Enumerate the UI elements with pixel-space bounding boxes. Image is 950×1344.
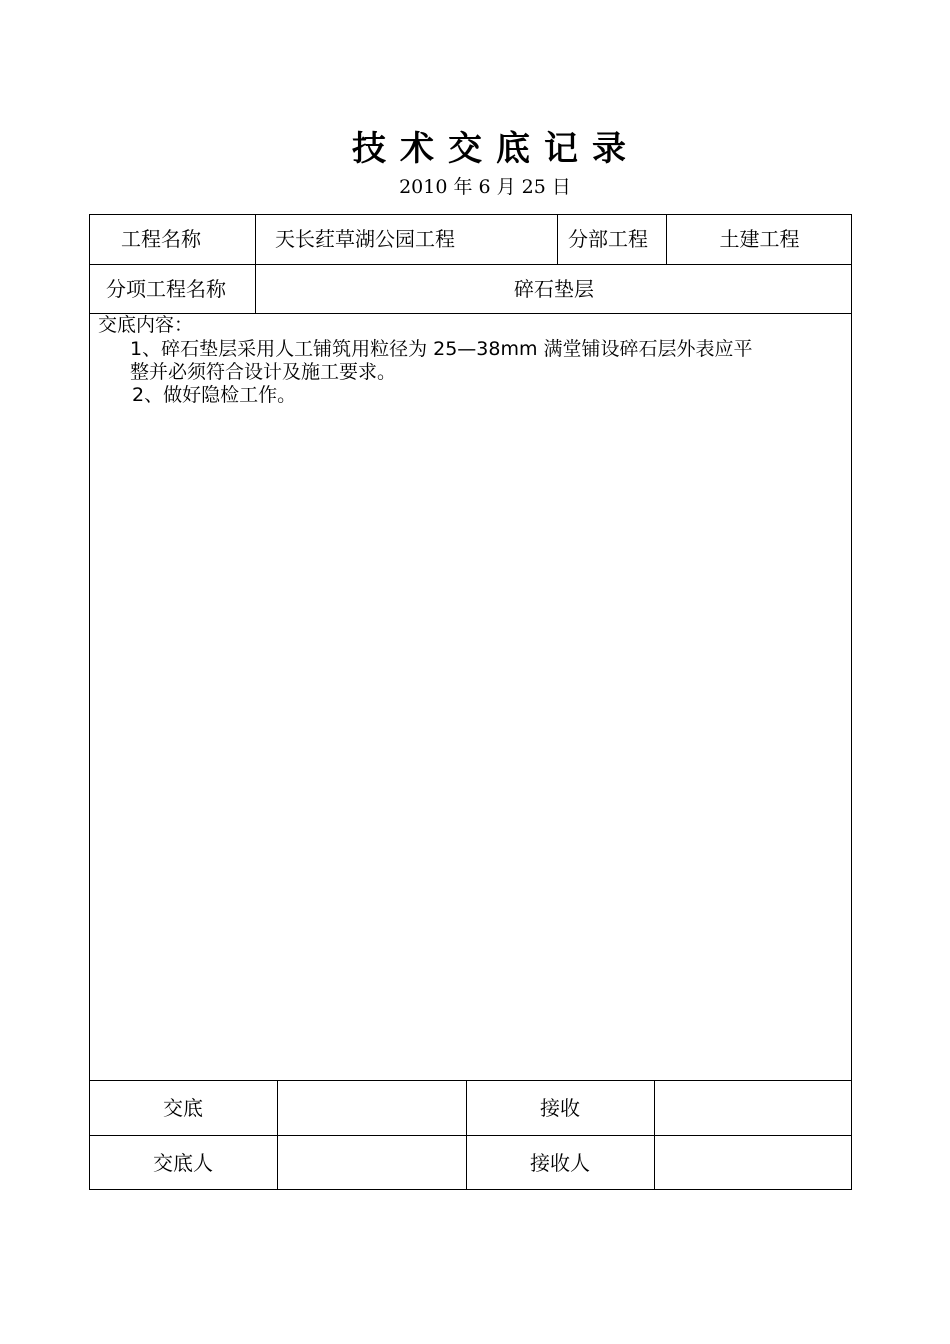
row-divider-3 bbox=[89, 1080, 852, 1081]
col-divider-sign-1 bbox=[277, 1080, 278, 1190]
row-divider-2 bbox=[89, 313, 852, 314]
content-line: 1、碎石垫层采用人工铺筑用粒径为 25—38mm 满堂铺设碎石层外表应平 bbox=[130, 338, 753, 360]
disclose-person-label: 交底人 bbox=[153, 1151, 213, 1175]
division-label: 分部工程 bbox=[568, 227, 648, 251]
project-name-value: 天长荭草湖公园工程 bbox=[275, 227, 455, 251]
division-value: 土建工程 bbox=[719, 227, 800, 251]
subitem-value: 碎石垫层 bbox=[514, 277, 594, 301]
content-line: 整并必须符合设计及施工要求。 bbox=[130, 361, 397, 383]
document-title: 技术交底记录 bbox=[352, 129, 640, 169]
row-divider-4 bbox=[89, 1135, 852, 1136]
subitem-label: 分项工程名称 bbox=[106, 277, 226, 301]
row-divider-1 bbox=[89, 264, 852, 265]
receive-person-label: 接收人 bbox=[530, 1151, 590, 1175]
receive-label: 接收 bbox=[540, 1096, 580, 1120]
disclose-label: 交底 bbox=[163, 1096, 203, 1120]
project-name-label: 工程名称 bbox=[121, 227, 201, 251]
col-divider-sign-3 bbox=[654, 1080, 655, 1190]
content-label: 交底内容： bbox=[98, 314, 194, 336]
document-date: 2010 年 6 月 25 日 bbox=[399, 176, 571, 198]
content-line: 2、做好隐检工作。 bbox=[132, 384, 297, 406]
col-divider-project bbox=[557, 214, 558, 264]
